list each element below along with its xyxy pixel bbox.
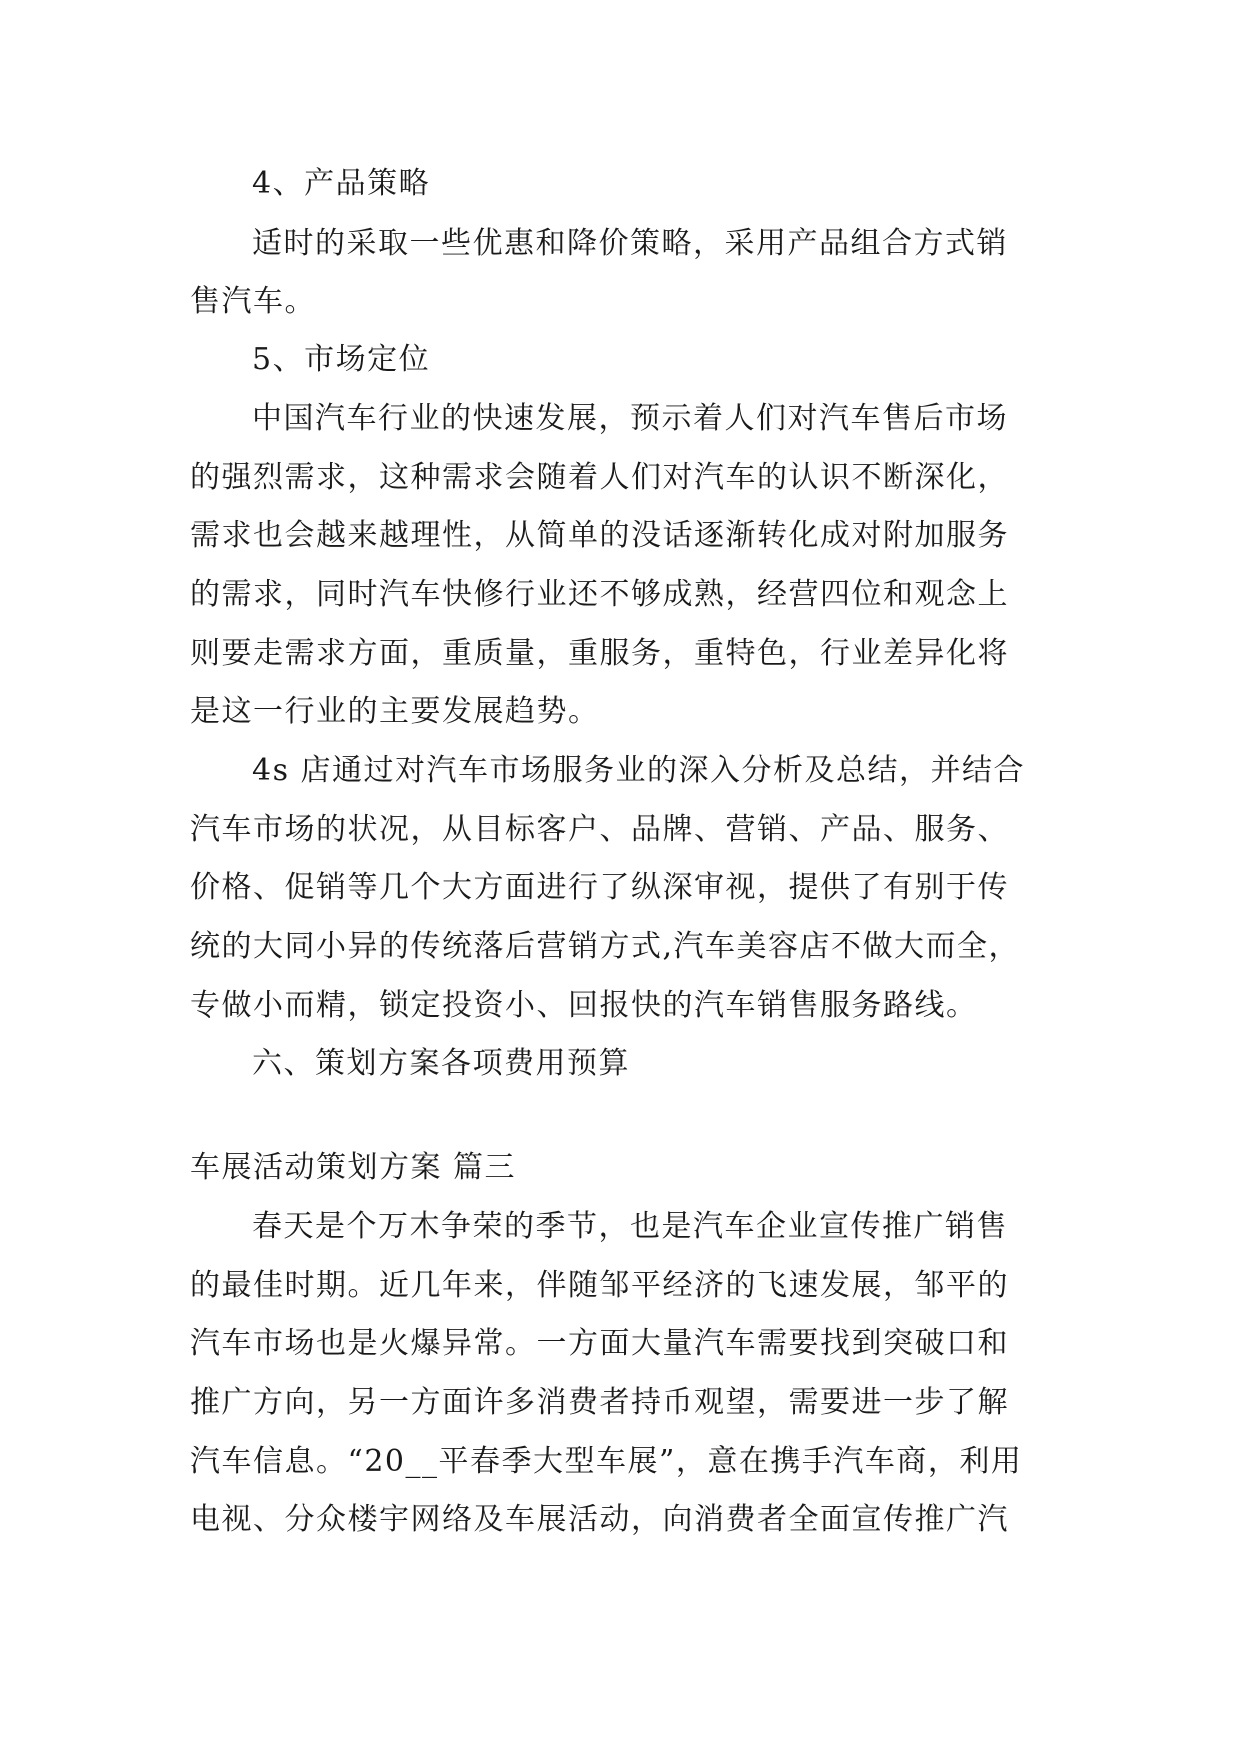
section-4-heading: 4、产品策略 (252, 166, 431, 201)
paragraph-line: 则要走需求方面，重质量，重服务，重特色，行业差异化将 (190, 636, 1009, 671)
paragraph-line: 的最佳时期。近几年来，伴随邹平经济的飞速发展，邹平的 (190, 1268, 1009, 1303)
paragraph-line: 电视、分众楼宇网络及车展活动，向消费者全面宣传推广汽 (190, 1502, 1009, 1537)
part3-title: 车展活动策划方案 篇三 (190, 1150, 517, 1185)
paragraph-line: 春天是个万木争荣的季节，也是汽车企业宣传推广销售 (252, 1209, 1008, 1244)
paragraph-line: 汽车市场也是火爆异常。一方面大量汽车需要找到突破口和 (190, 1326, 1009, 1361)
paragraph-line: 专做小而精，锁定投资小、回报快的汽车销售服务路线。 (190, 988, 978, 1023)
paragraph-line: 售汽车。 (190, 284, 316, 319)
paragraph-line: 4s 店通过对汽车市场服务业的深入分析及总结，并结合 (252, 753, 1026, 788)
paragraph-line: 汽车市场的状况，从目标客户、品牌、营销、产品、服务、 (190, 812, 1009, 847)
paragraph-line: 推广方向，另一方面许多消费者持币观望，需要进一步了解 (190, 1385, 1009, 1420)
section-6-heading: 六、策划方案各项费用预算 (252, 1046, 630, 1081)
paragraph-line: 统的大同小异的传统落后营销方式,汽车美容店不做大而全， (190, 929, 1021, 964)
paragraph-line: 的强烈需求，这种需求会随着人们对汽车的认识不断深化， (190, 460, 1009, 495)
paragraph-line: 中国汽车行业的快速发展，预示着人们对汽车售后市场 (252, 401, 1008, 436)
paragraph-line: 价格、促销等几个大方面进行了纵深审视，提供了有别于传 (190, 870, 1009, 905)
section-5-heading: 5、市场定位 (252, 342, 431, 377)
paragraph-line: 汽车信息。“20__平春季大型车展”，意在携手汽车商，利用 (190, 1444, 1023, 1479)
paragraph-line: 是这一行业的主要发展趋势。 (190, 694, 600, 729)
paragraph-line: 需求也会越来越理性，从简单的没话逐渐转化成对附加服务 (190, 518, 1009, 553)
paragraph-line: 适时的采取一些优惠和降价策略，采用产品组合方式销 (252, 226, 1008, 261)
paragraph-line: 的需求，同时汽车快修行业还不够成熟，经营四位和观念上 (190, 577, 1009, 612)
